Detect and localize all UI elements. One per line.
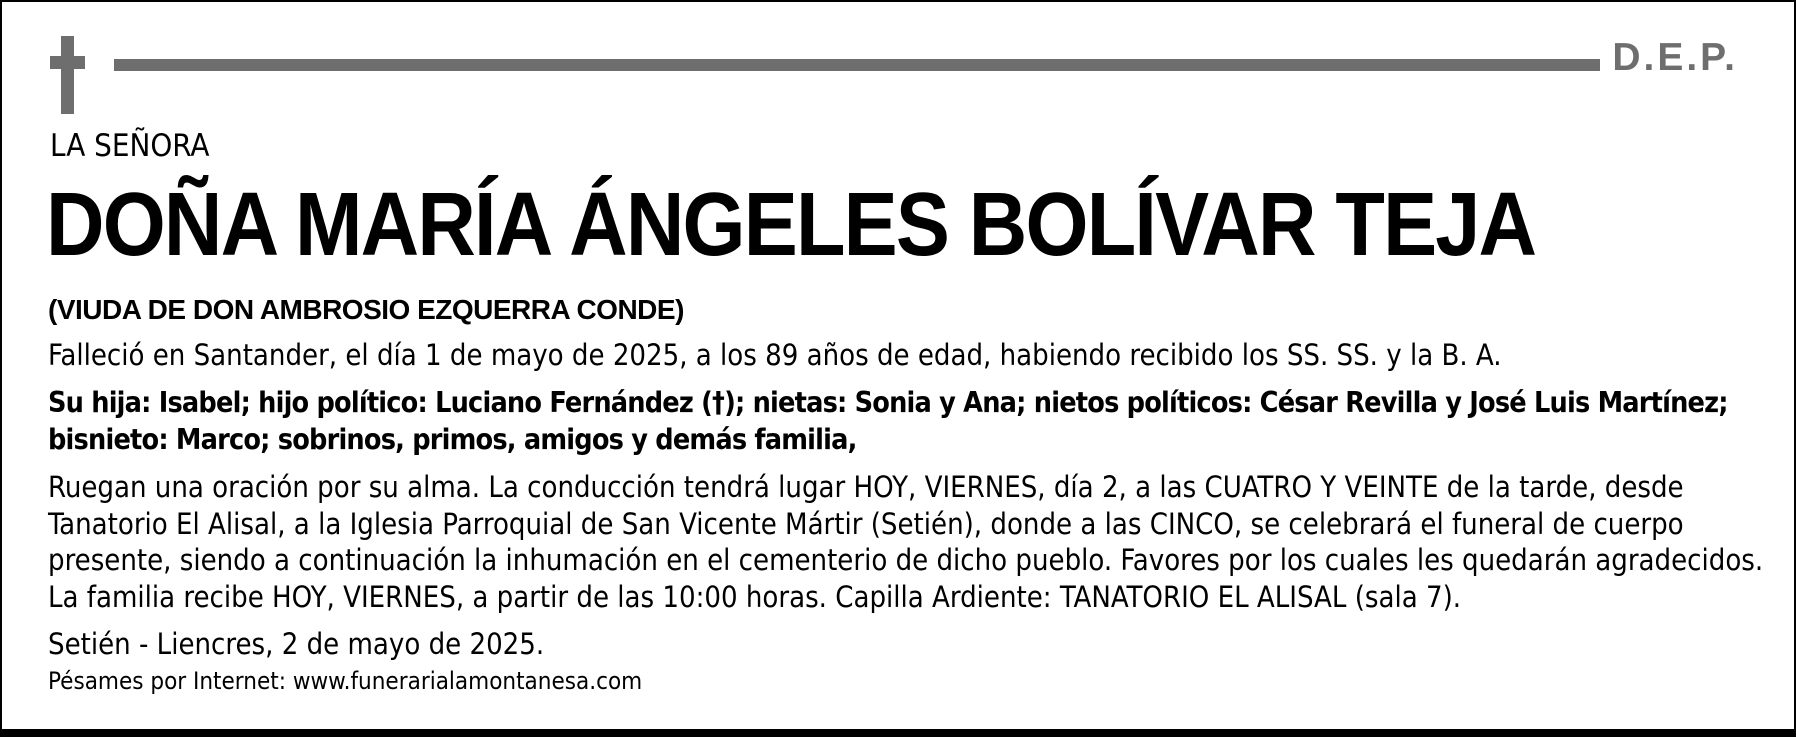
deceased-name: DOÑA MARÍA ÁNGELES BOLÍVAR TEJA (46, 175, 1536, 275)
cross-icon-horizontal-bar (50, 56, 85, 69)
honorific-prefix: LA SEÑORA (50, 128, 210, 164)
header-rule (114, 59, 1600, 71)
dep-label: D.E.P. (1612, 36, 1738, 79)
online-condolences: Pésames por Internet: www.funerarialamontanesa.com (48, 667, 643, 695)
widow-line: (VIUDA DE DON AMBROSIO EZQUERRA CONDE) (48, 294, 684, 325)
death-announcement: Falleció en Santander, el día 1 de mayo de 2025, a los 89 años de edad, habiendo recibido los SS. SS. y la B. A. (48, 338, 1502, 372)
ceremony-details: Ruegan una oración por su alma. La conducción tendrá lugar HOY, VIERNES, día 2, a las CUATRO Y VEINTE de la tarde, desde Tanatorio El Alisal, a la Iglesia Parroquial de San Vicente Mártir (Setién), donde a las CINCO, se celebrará el funeral de cuerpo presente, siendo a continuación la inhumación en el cementerio de dicho pueblo. Favores por los cuales les quedarán agradecidos. La familia recibe HOY, VIERNES, a partir de las 10:00 horas. Capilla Ardiente: TANATORIO EL ALISAL (sala 7). (48, 470, 1764, 614)
place-and-date: Setién - Liencres, 2 de mayo de 2025. (48, 627, 545, 661)
family-list: Su hija: Isabel; hijo político: Luciano Fernández (†); nietas: Sonia y Ana; nietos políticos: César Revilla y José Luis Martínez; bisnieto: Marco; sobrinos, primos, amigos y demás familia, (48, 386, 1728, 456)
cross-icon-vertical-bar (61, 36, 74, 114)
